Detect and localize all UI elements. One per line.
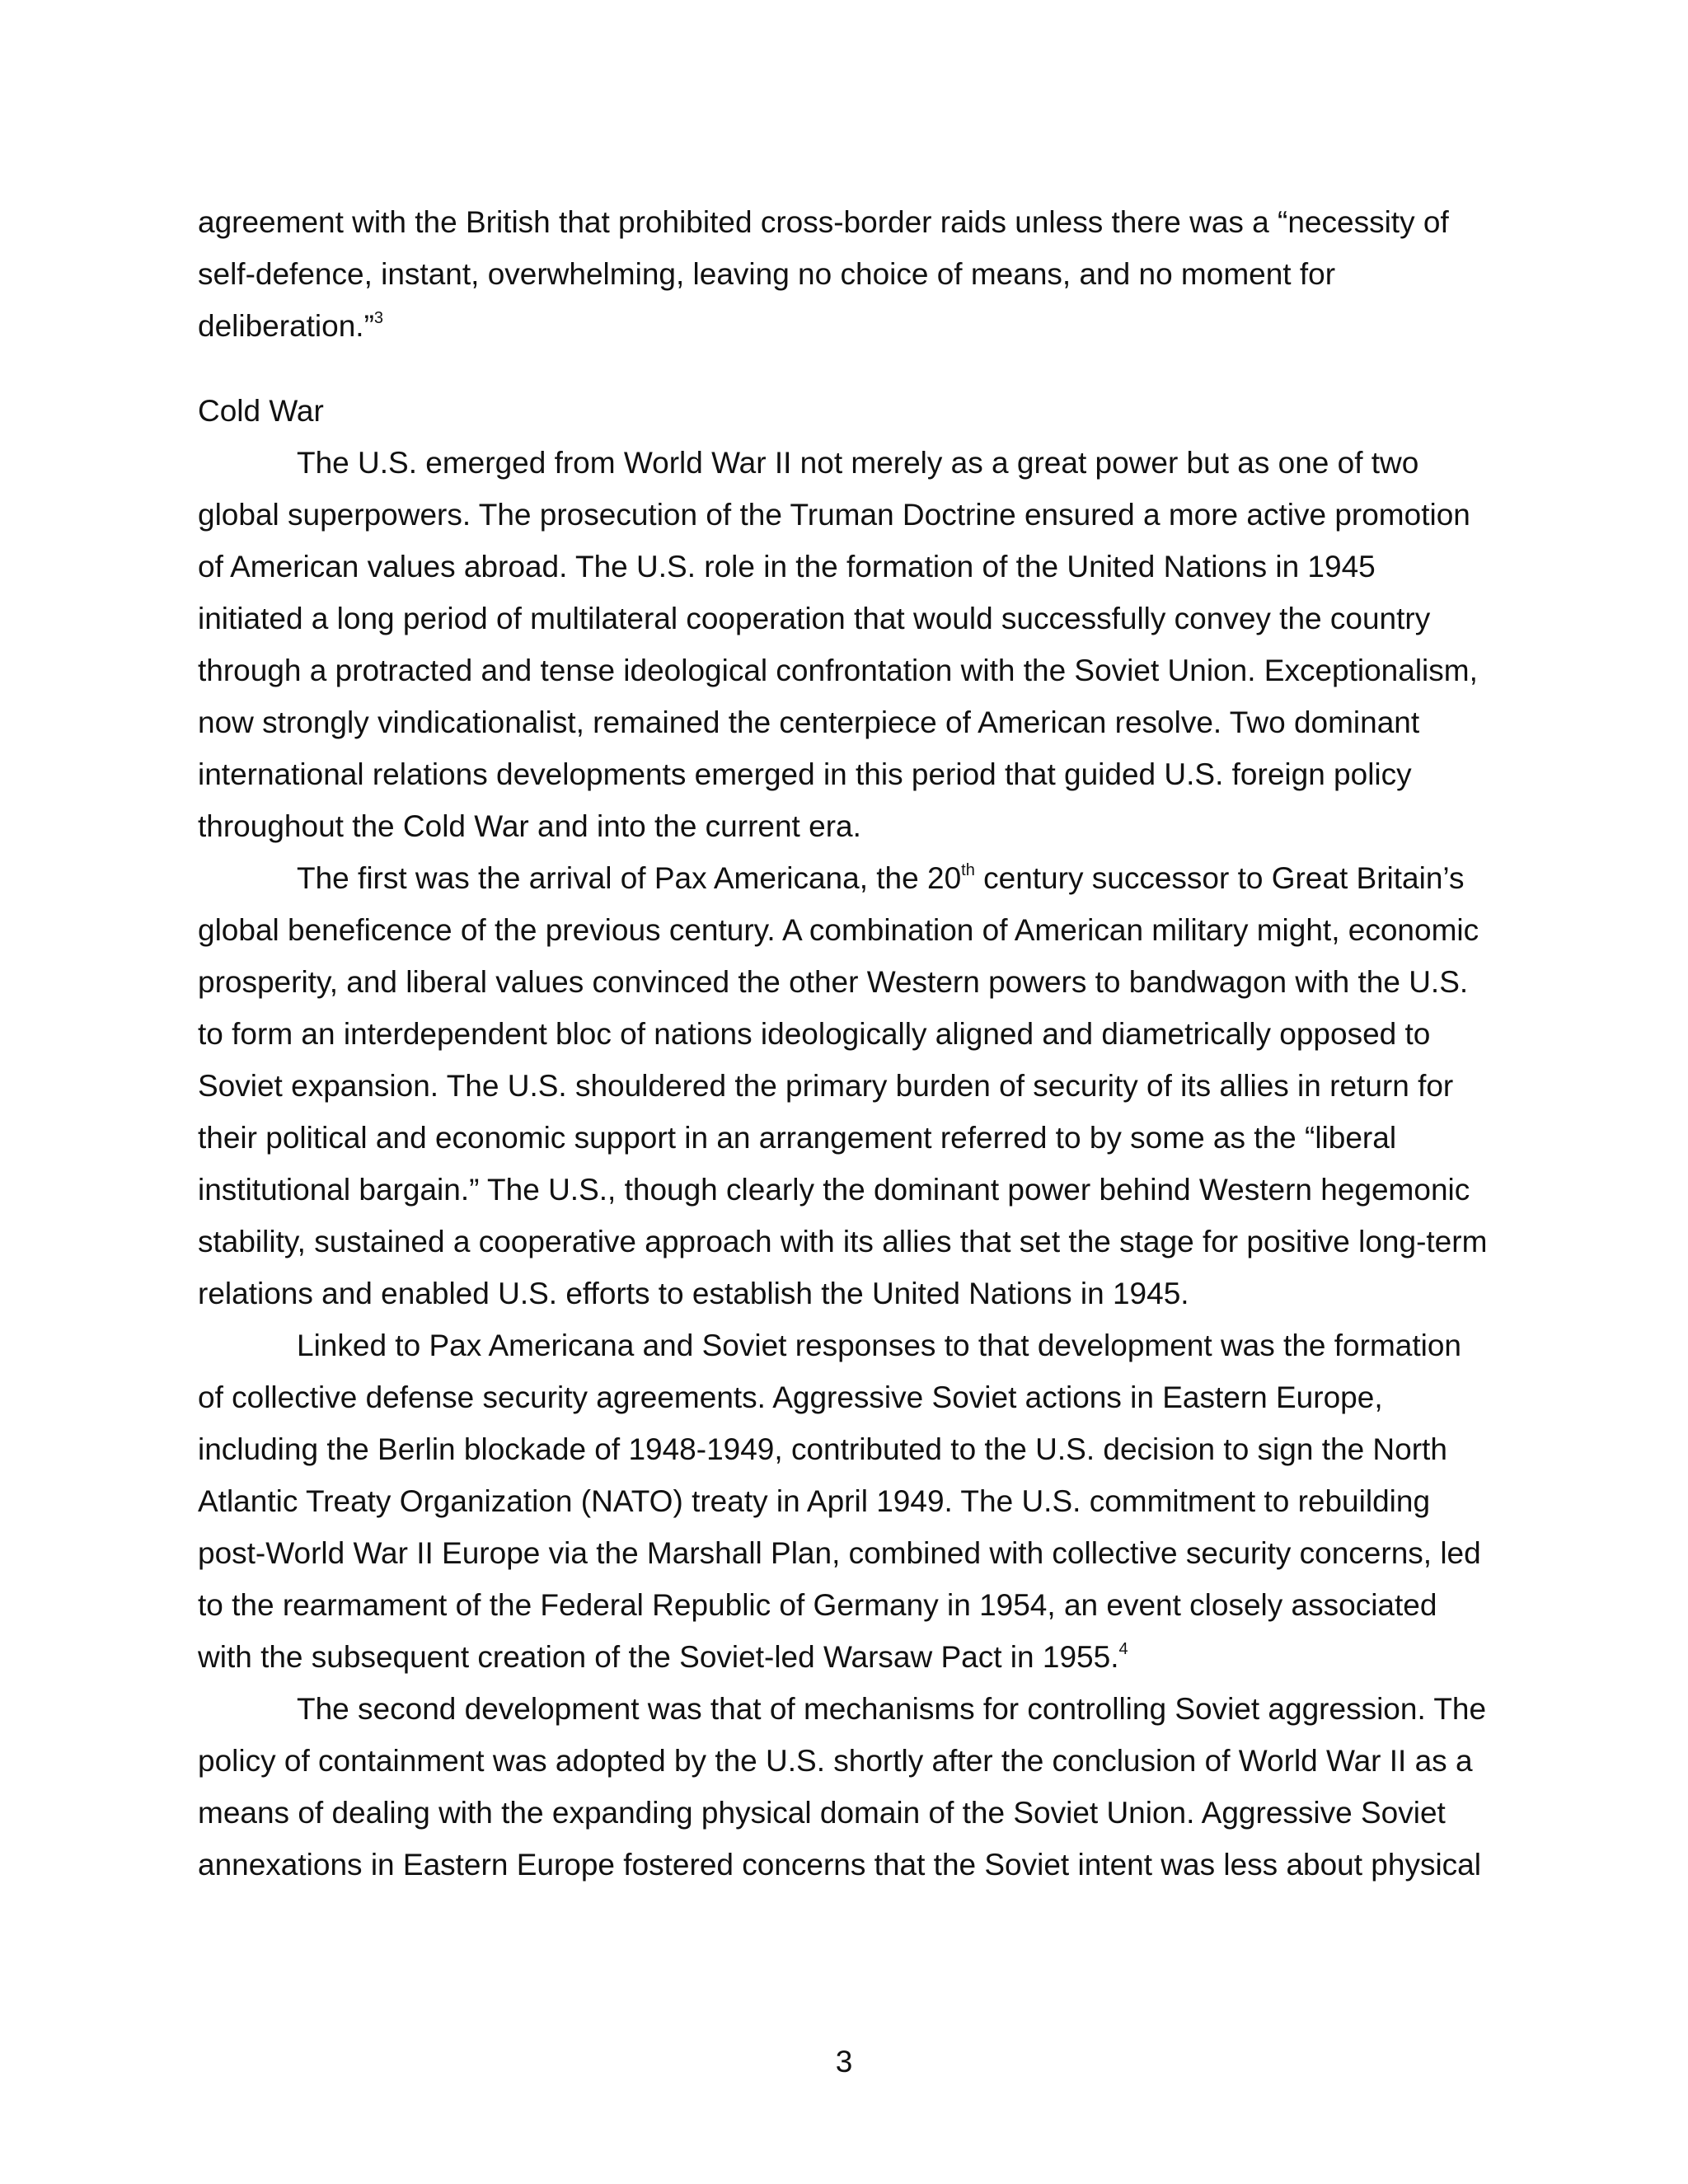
paragraph (198, 1683, 1493, 1891)
text-line: prosperity, and liberal values convinced the other Western powers to bandwagon with the U.S. (198, 965, 1469, 999)
paragraph (198, 437, 1493, 852)
footnote-ref: 3 (373, 309, 384, 327)
text-line: Soviet expansion. The U.S. shouldered the primary burden of security of its allies in return for (198, 1069, 1454, 1103)
text-line: with the subsequent creation of the Soviet-led Warsaw Pact in 1955.$^4$ (198, 1640, 1128, 1674)
text-line: policy of containment was adopted by the U.S. shortly after the conclusion of World War II as a (198, 1744, 1473, 1778)
text-line: initiated a long period of multilateral cooperation that would successfully convey the country (198, 602, 1431, 635)
paragraph (198, 852, 1493, 1319)
text-line: stability, sustained a cooperative approach with its allies that set the stage for positive long-term (198, 1225, 1488, 1258)
text-line: means of dealing with the expanding physical domain of the Soviet Union. Aggressive Soviet (198, 1796, 1446, 1830)
text-line: of American values abroad. The U.S. role in the formation of the United Nations in 1945 (198, 550, 1376, 583)
footnote-ref: 4 (1118, 1640, 1128, 1658)
intro-paragraph (198, 196, 1493, 352)
text-line: relations and enabled U.S. efforts to establish the United Nations in 1945. (198, 1277, 1189, 1310)
text-line: The second development was that of mechanisms for controlling Soviet aggression. The (297, 1692, 1487, 1726)
text-line: their political and economic support in an arrangement referred to by some as the “liberal (198, 1121, 1397, 1155)
body-text (198, 196, 1493, 1891)
text-line: including the Berlin blockade of 1948-1949, contributed to the U.S. decision to sign the North (198, 1432, 1447, 1466)
page-number: 3 (835, 2045, 853, 2079)
text-line: now strongly vindicationalist, remained the centerpiece of American resolve. Two dominant (198, 705, 1420, 739)
text-line: global beneficence of the previous century. A combination of American military might, economic (198, 913, 1479, 947)
text-line: self-defence, instant, overwhelming, leaving no choice of means, and no moment for (198, 257, 1336, 291)
text-line: The first was the arrival of Pax Americana, the 20th century successor to Great Britain’s (297, 861, 1465, 895)
text-line: throughout the Cold War and into the current era. (198, 809, 861, 843)
paragraph (198, 1319, 1493, 1683)
text-line: of collective defense security agreements. Aggressive Soviet actions in Eastern Europe, (198, 1380, 1383, 1414)
text-line: annexations in Eastern Europe fostered concerns that the Soviet intent was less about physical (198, 1848, 1481, 1882)
section-heading: Cold War (198, 394, 324, 428)
ordinal-suffix: th (961, 861, 975, 879)
text-line: post-World War II Europe via the Marshall Plan, combined with collective security concerns, led (198, 1536, 1481, 1570)
text-line: international relations developments emerged in this period that guided U.S. foreign policy (198, 757, 1412, 791)
text-line: deliberation.”$^3$ (198, 309, 384, 343)
text-line: Atlantic Treaty Organization (NATO) treaty in April 1949. The U.S. commitment to rebuilding (198, 1484, 1431, 1518)
text-line: global superpowers. The prosecution of the Truman Doctrine ensured a more active promotion (198, 498, 1470, 532)
text-line: agreement with the British that prohibited cross-border raids unless there was a “necessity of (198, 205, 1449, 239)
text-line: to form an interdependent bloc of nations ideologically aligned and diametrically opposed to (198, 1017, 1431, 1051)
text-line: to the rearmament of the Federal Republic of Germany in 1954, an event closely associated (198, 1588, 1437, 1622)
text-line: institutional bargain.” The U.S., though clearly the dominant power behind Western hegemonic (198, 1173, 1470, 1207)
text-line: The U.S. emerged from World War II not merely as a great power but as one of two (297, 446, 1419, 480)
text-line: through a protracted and tense ideological confrontation with the Soviet Union. Exceptionalism, (198, 654, 1478, 687)
text-line: Linked to Pax Americana and Soviet responses to that development was the formation (297, 1329, 1461, 1362)
